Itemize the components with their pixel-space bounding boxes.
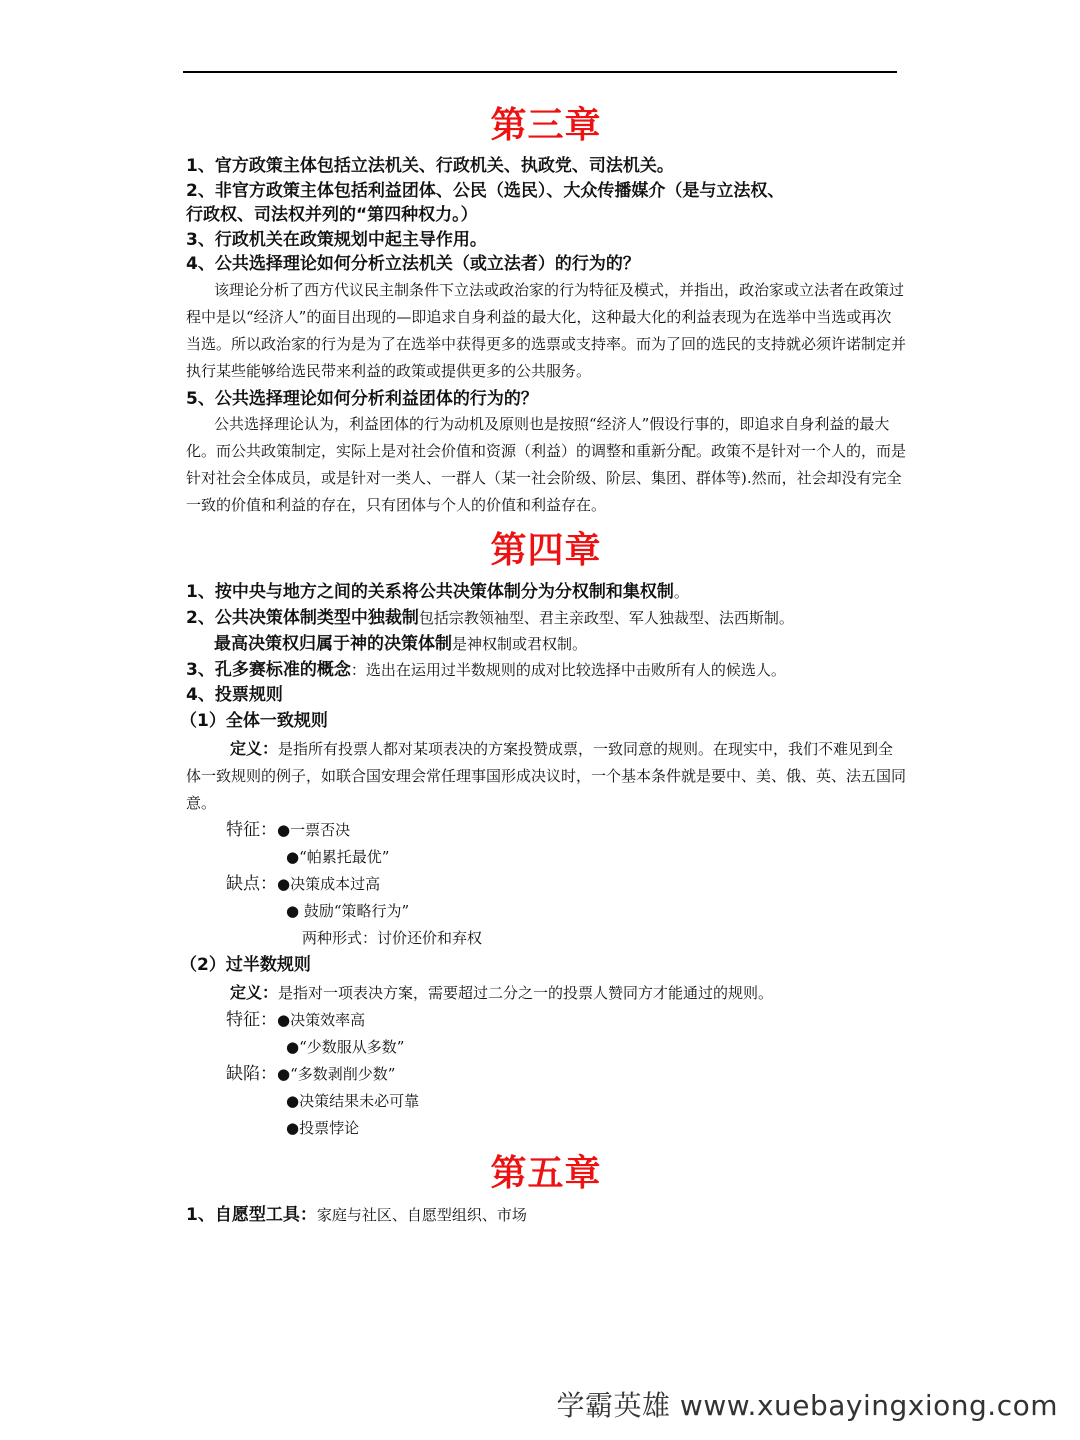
chapter-3-title: 第三章: [490, 104, 602, 146]
rule-1-weakness-label: 缺点：: [226, 873, 277, 894]
ch4-item-1: [186, 579, 906, 605]
rule-2-weakness-1-text: ●“多数剥削少数”: [277, 1064, 396, 1083]
ch4-item-2b-bold: 最高决策权归属于神的决策体制: [214, 634, 452, 654]
rule-2-feature-2: ●“少数服从多数”: [286, 1037, 405, 1056]
ch4-item-2b: [186, 631, 906, 657]
ch4-item-1-end: 。: [673, 583, 689, 601]
ch5-item-1-rest: 家庭与社区、自愿型组织、市场: [316, 1205, 527, 1224]
chapter-4-title: 第四章: [490, 529, 602, 571]
rule-2-weakness-3: ●投票悖论: [286, 1118, 360, 1137]
ch3-item-5-answer: 公共选择理论认为，利益团体的行为动机及原则也是按照“经济人”假设行事的，即追求自身利益的最大化。而公共政策制定，实际上是对社会价值和资源（利益）的调整和重新分配。政策不是针对一个人的，而是针对社会全体成员，或是针对一类人、一群人（某一社会阶级、阶层、集团、群体等).然而，社会却没有完全一致的价值和利益的存在，只有团体与个人的价值和利益存在。: [186, 415, 907, 514]
rule-1-feature-1-text: ●一票否决: [277, 820, 351, 839]
site-watermark: 学霸英雄 www.xuebayingxiong.com: [556, 1389, 1058, 1422]
ch3-item-4: 4、公共选择理论如何分析立法机关（或立法者）的行为的？: [186, 254, 640, 274]
rule-1-weakness-note: 两种形式：讨价还价和弃权: [302, 928, 483, 947]
rule-2-weakness-label: 缺陷：: [226, 1063, 277, 1084]
ch3-item-2-line-2: 行政权、司法权并列的“第四种权力。）: [186, 205, 478, 225]
ch4-item-3-rest: ：选出在运用过半数规则的成对比较选择中击败所有人的候选人。: [350, 661, 786, 679]
ch3-item-3: 3、行政机关在政策规划中起主导作用。: [186, 229, 487, 250]
rule-1-feature-1: [186, 817, 906, 844]
rule-2-feature-1-text: ●决策效率高: [277, 1010, 366, 1029]
rule-1-def-label: 定义：: [230, 738, 279, 758]
rule-2-weakness-1: [186, 1061, 906, 1088]
ch4-item-2: [186, 605, 906, 631]
ch5-item-1: [186, 1202, 906, 1228]
rule-1-def-text: 是指所有投票人都对某项表决的方案投赞成票，一致同意的规则。在现实中，我们不难见到全体一致规则的例子，如联合国安理会常任理事国形成决议时，一个基本条件就是要中、美、俄、英、法五国同意。: [186, 739, 907, 812]
ch4-item-4: 4、投票规则: [186, 685, 283, 705]
rule-2-title: （2）过半数规则: [180, 954, 311, 975]
rule-1-title: （1）全体一致规则: [180, 710, 328, 731]
rule-2-feature-label: 特征：: [226, 1009, 277, 1030]
rule-1-weakness-2: ● 鼓励“策略行为”: [286, 901, 410, 920]
ch4-item-2b-rest: 是神权制或君权制。: [452, 635, 588, 653]
ch4-item-3: [186, 657, 906, 683]
rule-2-definition: [186, 979, 906, 1007]
ch3-item-2-line-1: 2、非官方政策主体包括利益团体、公民（选民）、大众传播媒介（是与立法权、: [186, 180, 785, 201]
ch3-item-5: 5、公共选择理论如何分析利益团体的行为的？: [186, 388, 538, 409]
ch3-item-1: 1、官方政策主体包括立法机关、行政机关、执政党、司法机关。: [186, 156, 674, 176]
ch4-item-2-rest: 包括宗教领袖型、君主亲政型、军人独裁型、法西斯制。: [418, 609, 794, 627]
rule-2-feature-1: [186, 1007, 906, 1034]
ch4-item-2-bold: 2、公共决策体制类型中独裁制: [186, 608, 419, 628]
rule-2-weakness-2: ●决策结果未必可靠: [286, 1091, 420, 1110]
rule-1-feature-label: 特征：: [226, 819, 277, 840]
rule-1-weakness-1: [186, 871, 906, 898]
document-content: [180, 100, 907, 1228]
ch4-item-3-bold: 3、孔多赛标准的概念: [186, 660, 351, 680]
chapter-5-title: 第五章: [490, 1151, 602, 1194]
rule-1-feature-2: ●“帕累托最优”: [286, 847, 390, 866]
rule-1-definition: [186, 735, 906, 817]
ch3-item-4-answer: 该理论分析了西方代议民主制条件下立法或政治家的行为特征及模式，并指出，政治家或立法者在政策过程中是以“经济人”的面目出现的—即追求自身利益的最大化，这种最大化的利益表现为在选举中当选或再次当选。所以政治家的行为是为了在选举中获得更多的选票或支持率。而为了回的选民的支持就必须许诺制定并执行某些能够给选民带来利益的政策或提供更多的公共服务。: [186, 280, 907, 380]
ch5-item-1-bold: 1、自愿型工具：: [186, 1204, 317, 1225]
header-rule: [183, 71, 897, 73]
rule-2-def-label: 定义：: [230, 982, 279, 1002]
rule-1-weakness-1-text: ●决策成本过高: [277, 874, 381, 893]
rule-2-def-text: 是指对一项表决方案，需要超过二分之一的投票人赞同方才能通过的规则。: [278, 983, 774, 1002]
ch4-item-1-text: 1、按中央与地方之间的关系将公共决策体制分为分权制和集权制: [186, 582, 674, 602]
